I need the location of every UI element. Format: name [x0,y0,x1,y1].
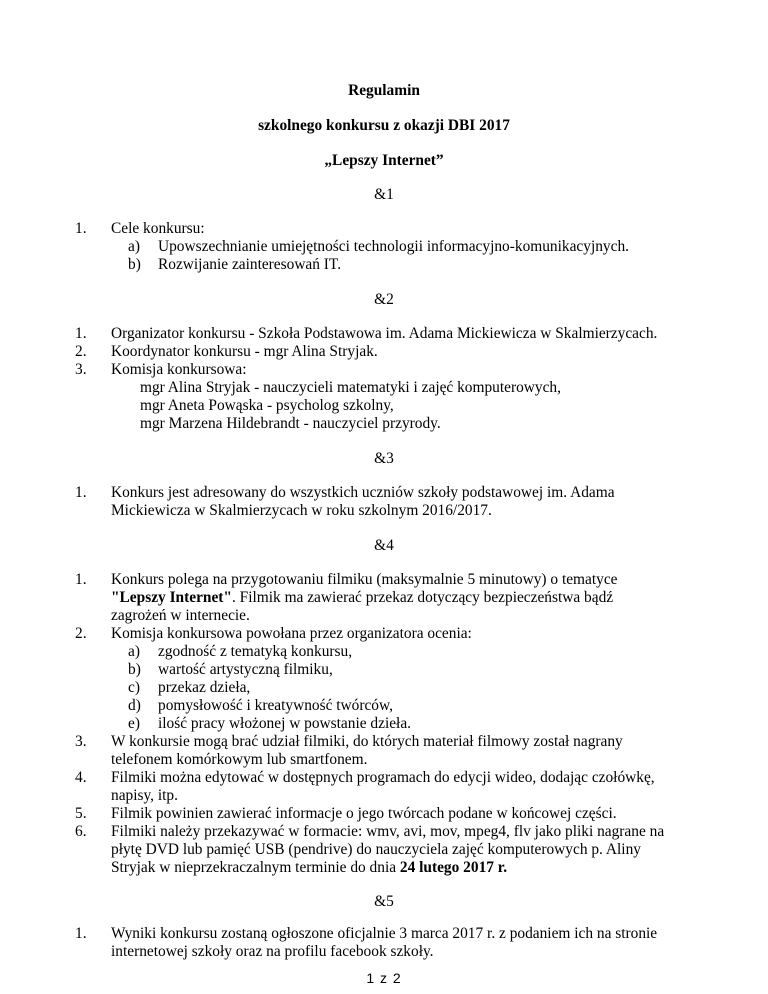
list-item-continued [111,589,613,607]
list-number: 2. [75,625,87,642]
list-letter: b) [128,661,141,678]
list-letter: c) [128,679,140,696]
list-number: 1. [75,484,87,501]
committee-member: mgr Marzena Hildebrandt - nauczyciel przyrody. [140,415,441,432]
list-number: 3. [75,733,87,750]
list-item-continued: zagrożeń w internecie. [111,607,250,624]
doc-title: Regulamin [348,82,420,99]
list-item-continued [111,859,507,877]
list-item-text: Stryjak w nieprzekraczalnym terminie do dnia [111,859,400,876]
list-item: W konkursie mogą brać udział filmiki, do których materiał filmowy został nagrany [111,733,623,750]
list-item: Koordynator konkursu - mgr Alina Stryjak. [111,343,378,360]
list-item-continued: telefonem komórkowym lub smartfonem. [111,751,368,768]
list-item: Filmiki należy przekazywać w formacie: wmv, avi, mov, mpeg4, flv jako pliki nagrane na [111,823,665,840]
list-item: Wyniki konkursu zostaną ogłoszone oficjalnie 3 marca 2017 r. z podaniem ich na stronie [111,925,658,942]
list-number: 1. [75,571,87,588]
list-letter: e) [128,715,140,732]
section-mark-3: &3 [374,450,394,467]
section-mark-5: &5 [374,893,394,910]
list-number: 2. [75,343,87,360]
committee-member: mgr Alina Stryjak - nauczycieli matematyki i zajęć komputerowych, [140,379,561,396]
list-item-continued: płytę DVD lub pamięć USB (pendrive) do nauczyciela zajęć komputerowych p. Aliny [111,841,641,858]
list-number: 6. [75,823,87,840]
list-item: Filmiki można edytować w dostępnych programach do edycji wideo, dodając czołówkę, [111,769,655,786]
list-item: Organizator konkursu - Szkoła Podstawowa im. Adama Mickiewicza w Skalmierzycach. [111,325,658,342]
list-number: 4. [75,769,87,786]
list-item: Konkurs jest adresowany do wszystkich uczniów szkoły podstawowej im. Adama [111,484,615,501]
section-mark-4: &4 [374,537,394,554]
list-number: 1. [75,220,87,237]
list-item: Komisja konkursowa powołana przez organizatora ocenia: [111,625,472,642]
contest-name-inline: "Lepszy Internet" [111,589,232,606]
doc-subtitle: szkolnego konkursu z okazji DBI 2017 [258,117,510,134]
list-item: Rozwijanie zainteresowań IT. [158,256,342,273]
list-number: 3. [75,361,87,378]
list-item: ilość pracy włożonej w powstanie dzieła. [158,715,412,732]
list-item: Komisja konkursowa: [111,361,247,378]
list-letter: a) [128,643,140,660]
list-item: wartość artystyczną filmiku, [158,661,333,678]
list-item-continued: internetowej szkoły oraz na profilu facebook szkoły. [111,943,434,960]
list-item: Filmik powinien zawierać informacje o jego twórcach podane w końcowej części. [111,805,617,822]
list-item: Konkurs polega na przygotowaniu filmiku (maksymalnie 5 minutowy) o tematyce [111,571,618,588]
section-mark-1: &1 [374,186,394,203]
list-item-continued: napisy, itp. [111,787,178,804]
list-item: przekaz dzieła, [158,679,251,696]
section-mark-2: &2 [374,291,394,308]
contest-name: „Lepszy Internet” [324,152,444,169]
list-letter: a) [128,238,140,255]
list-letter: b) [128,256,141,273]
list-item: Upowszechnianie umiejętności technologii informacyjno-komunikacyjnych. [158,238,629,255]
list-number: 1. [75,325,87,342]
list-item: zgodność z tematyką konkursu, [158,643,353,660]
list-letter: d) [128,697,141,714]
list-item: Cele konkursu: [111,220,205,237]
list-item-continued: Mickiewicza w Skalmierzycach w roku szkolnym 2016/2017. [111,502,492,519]
committee-member: mgr Aneta Powąska - psycholog szkolny, [140,397,394,414]
list-number: 1. [75,925,87,942]
list-item-text: . Filmik ma zawierać przekaz dotyczący bezpieczeństwa bądź [231,589,614,606]
page-number: 1 z 2 [366,970,402,986]
list-item: pomysłowość i kreatywność twórców, [158,697,393,714]
deadline-date: 24 lutego 2017 r. [399,859,508,876]
list-number: 5. [75,805,87,822]
